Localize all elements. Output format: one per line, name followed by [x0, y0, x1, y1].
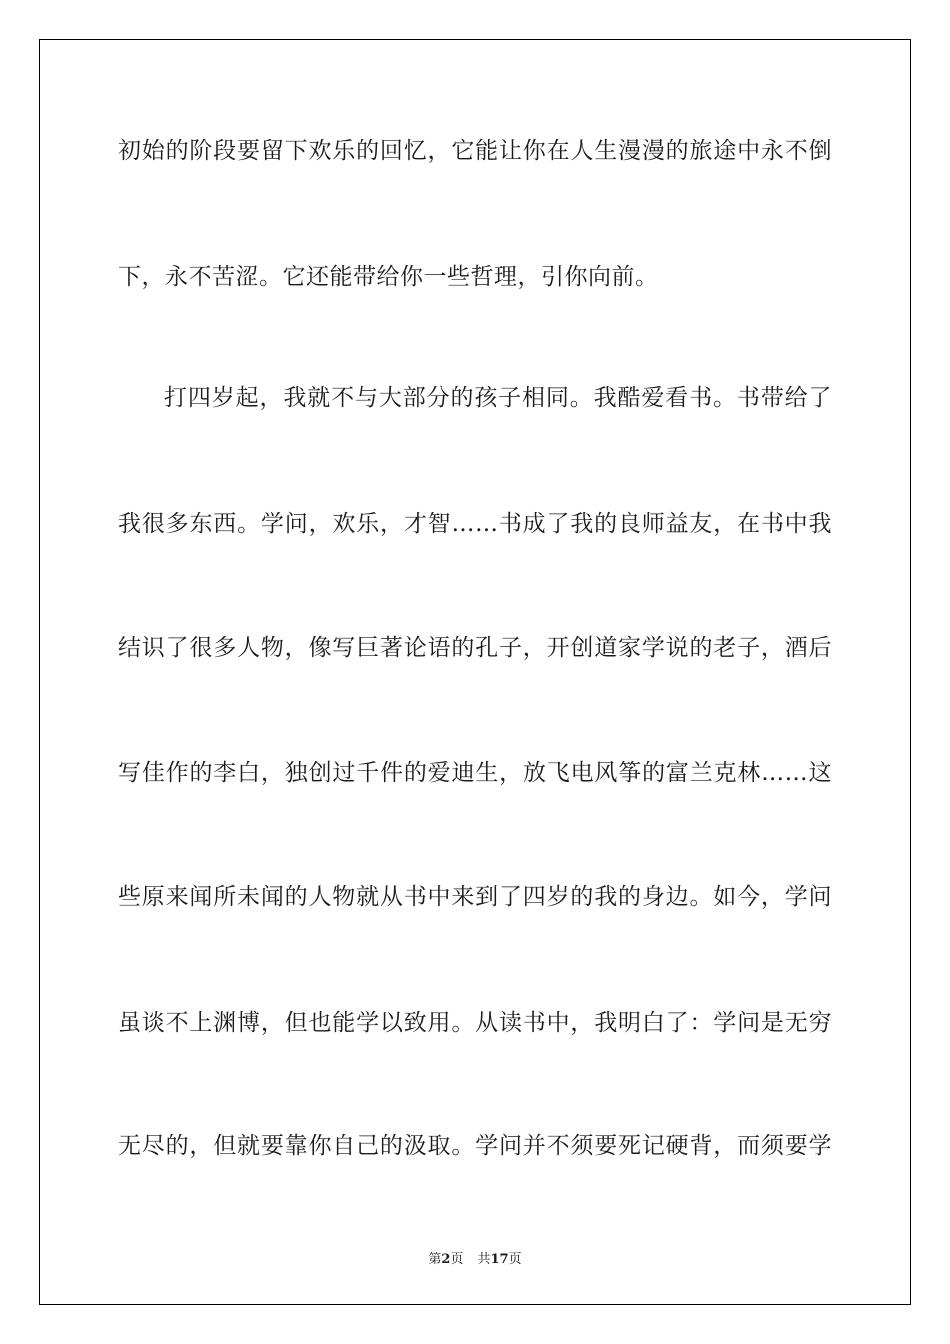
- page-suffix: 页: [450, 1252, 464, 1267]
- page-number: 2: [441, 1252, 451, 1267]
- page-footer: [0, 1248, 950, 1267]
- paragraph-line: 虽谈不上渊博，但也能学以致用。从读书中，我明白了：学问是无穷: [118, 1010, 832, 1036]
- paragraph-line: 写佳作的李白，独创过千件的爱迪生，放飞电风筝的富兰克林……这: [118, 760, 832, 786]
- total-pages: 17: [490, 1252, 509, 1267]
- paragraph-line: 下，永不苦涩。它还能带给你一些哲理，引你向前。: [118, 264, 659, 290]
- page-border: [39, 39, 911, 1305]
- paragraph-line: 我很多东西。学问，欢乐，才智……书成了我的良师益友，在书中我: [118, 511, 832, 537]
- paragraph-line: 打四岁起，我就不与大部分的孩子相同。我酷爱看书。书带给了: [164, 385, 832, 411]
- paragraph-line: 结识了很多人物，像写巨著论语的孔子，开创道家学说的老子，酒后: [118, 635, 832, 661]
- total-suffix: 页: [508, 1252, 522, 1267]
- page-prefix: 第: [428, 1252, 442, 1267]
- paragraph-line: 无尽的，但就要靠你自己的汲取。学问并不须要死记硬背，而须要学: [118, 1133, 832, 1159]
- total-prefix: 共: [477, 1252, 491, 1267]
- paragraph-line: 初始的阶段要留下欢乐的回忆，它能让你在人生漫漫的旅途中永不倒: [118, 138, 832, 164]
- paragraph-line: 些原来闻所未闻的人物就从书中来到了四岁的我的身边。如今，学问: [118, 884, 832, 910]
